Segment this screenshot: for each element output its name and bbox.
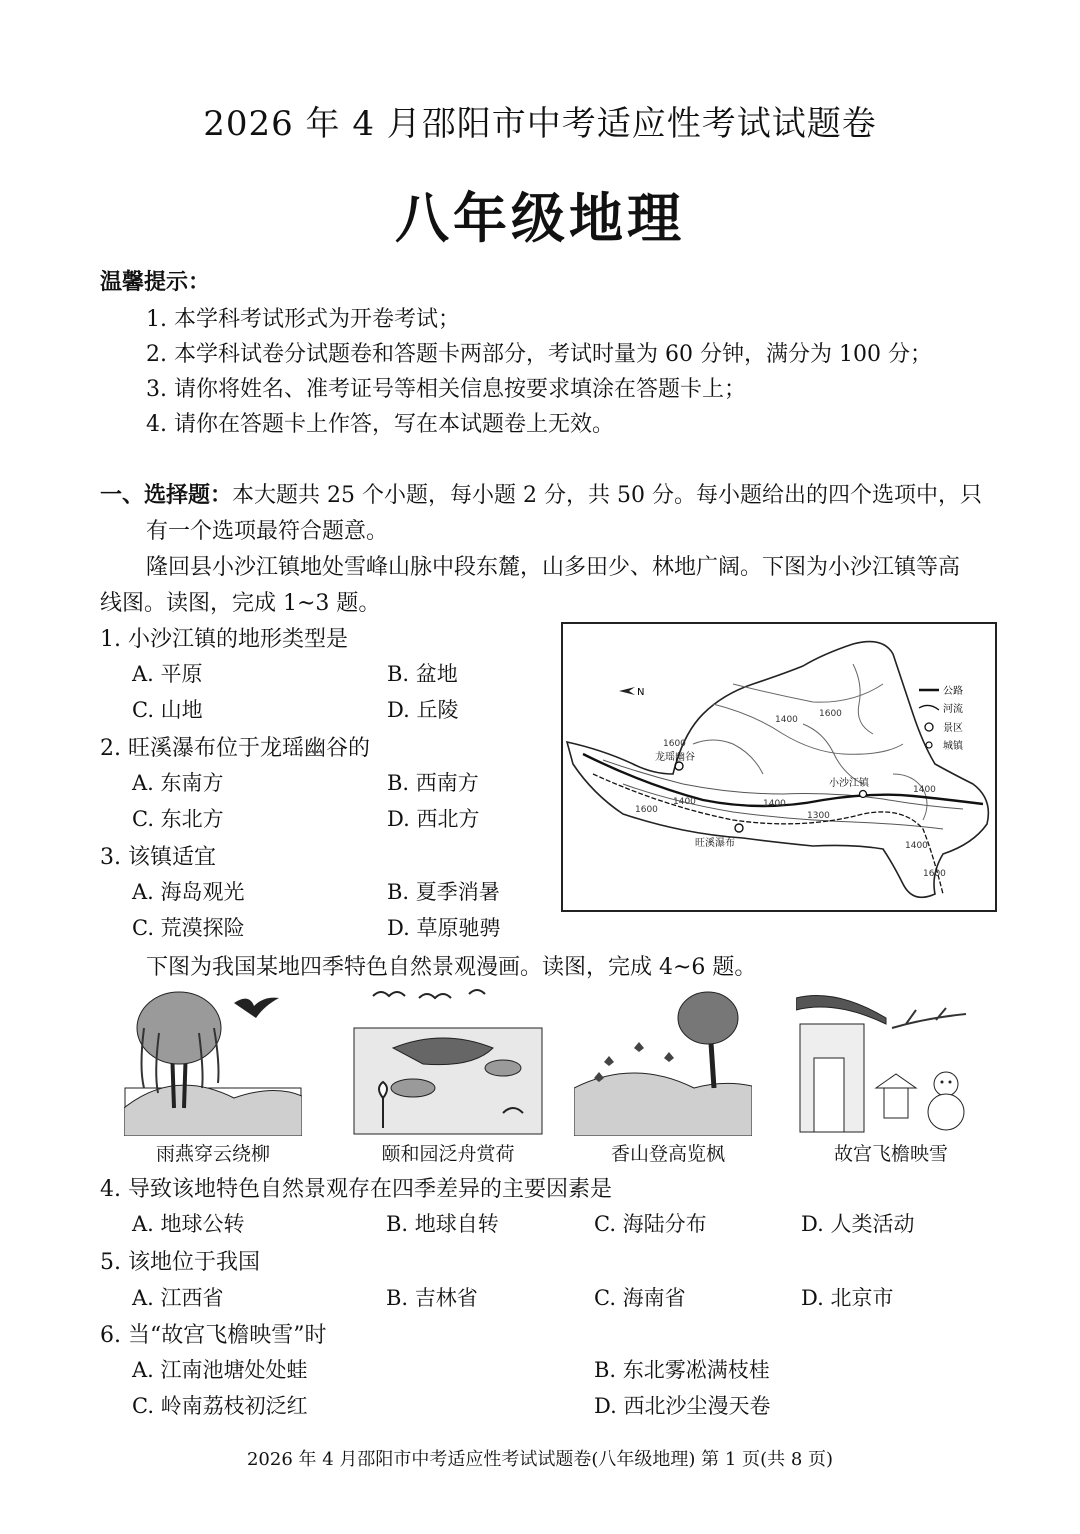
option[interactable]: D. 北京市 <box>801 1286 894 1310</box>
map-legend <box>919 684 964 752</box>
contour-label: 1600 <box>923 869 946 879</box>
swallow-icon <box>234 998 279 1018</box>
legend-label: 城镇 <box>943 741 963 752</box>
option[interactable]: A. 江西省 <box>132 1286 224 1310</box>
cartoon-caption: 雨燕穿云绕柳 <box>155 1143 270 1165</box>
option[interactable]: B. 西南方 <box>387 771 479 795</box>
notice-item: 1. 本学科考试形式为开卷考试； <box>146 307 460 332</box>
cartoon-caption: 颐和园泛舟赏荷 <box>381 1143 515 1165</box>
contour-label: 1600 <box>819 709 842 719</box>
option[interactable]: B. 夏季消暑 <box>387 880 500 904</box>
question-stem: 6. 当“故宫飞檐映雪”时 <box>100 1323 327 1348</box>
scenic-marker-icon <box>735 824 743 832</box>
option[interactable]: C. 岭南荔枝初泛红 <box>132 1394 308 1418</box>
contour-map <box>561 622 997 912</box>
section-intro-cont: 有一个选项最符合题意。 <box>146 519 389 544</box>
question-stem: 4. 导致该地特色自然景观存在四季差异的主要因素是 <box>100 1177 612 1202</box>
option[interactable]: D. 西北沙尘漫天卷 <box>594 1394 771 1418</box>
question-stem: 1. 小沙江镇的地形类型是 <box>100 627 348 652</box>
question-stem: 2. 旺溪瀑布位于龙瑶幽谷的 <box>100 736 370 761</box>
option[interactable]: A. 平原 <box>132 662 203 686</box>
contour-label: 1400 <box>775 715 798 725</box>
cartoon-autumn <box>574 988 752 1136</box>
cartoon-spring <box>124 988 302 1136</box>
option[interactable]: C. 山地 <box>132 698 203 722</box>
notice-item: 4. 请你在答题卡上作答，写在本试题卷上无效。 <box>146 412 614 437</box>
maple-tree-icon <box>678 992 738 1044</box>
option[interactable]: C. 海陆分布 <box>594 1212 707 1236</box>
option[interactable]: B. 吉林省 <box>386 1286 478 1310</box>
option[interactable]: A. 东南方 <box>132 771 224 795</box>
option[interactable]: A. 海岛观光 <box>132 880 245 904</box>
option[interactable]: B. 地球自转 <box>386 1212 499 1236</box>
place-label: 龙瑶幽谷 <box>655 752 695 763</box>
notice-item: 3. 请你将姓名、准考证号等相关信息按要求填涂在答题卡上； <box>146 377 746 402</box>
page-footer: 2026 年 4 月邵阳市中考适应性考试试题卷(八年级地理) 第 1 页(共 8 页) <box>246 1449 834 1470</box>
notice-label: 温馨提示： <box>100 269 211 295</box>
legend-label: 河流 <box>943 704 963 715</box>
place-label: 旺溪瀑布 <box>695 838 735 849</box>
contour-label: 1400 <box>673 797 696 807</box>
exam-title: 2026 年 4 月邵阳市中考适应性考试试题卷 <box>203 104 877 144</box>
question-stem: 5. 该地位于我国 <box>100 1250 260 1275</box>
passage-line: 线图。读图，完成 1~3 题。 <box>100 591 381 616</box>
passage-line: 隆回县小沙江镇地处雪峰山脉中段东麓，山多田少、林地广阔。下图为小沙江镇等高 <box>146 555 961 580</box>
contour-label: 1400 <box>913 785 936 795</box>
passage-line: 下图为我国某地四季特色自然景观漫画。读图，完成 4~6 题。 <box>146 955 757 980</box>
cartoon-summer <box>353 988 531 1136</box>
north-arrow-icon <box>619 687 644 698</box>
cartoon-caption: 故宫飞檐映雪 <box>833 1143 948 1165</box>
section-heading <box>100 478 982 509</box>
subject-title: 八年级地理 <box>395 186 685 250</box>
town-marker-icon <box>860 791 867 798</box>
contour-label: 1400 <box>905 841 928 851</box>
option[interactable]: C. 东北方 <box>132 807 224 831</box>
option[interactable]: B. 盆地 <box>387 662 458 686</box>
option[interactable]: D. 人类活动 <box>801 1212 915 1236</box>
north-label: N <box>637 687 645 698</box>
option[interactable]: D. 丘陵 <box>387 698 459 722</box>
town-legend-icon <box>926 742 932 748</box>
cartoon-caption: 香山登高览枫 <box>610 1143 725 1165</box>
place-label: 小沙江镇 <box>829 778 869 789</box>
option[interactable]: A. 江南池塘处处蛙 <box>132 1358 308 1382</box>
notice-item: 2. 本学科试卷分试题卷和答题卡两部分，考试时量为 60 分钟，满分为 100 分； <box>146 342 932 367</box>
question-stem: 3. 该镇适宜 <box>100 845 216 870</box>
option[interactable]: C. 荒漠探险 <box>132 916 245 940</box>
contour-map-drawing <box>563 624 995 910</box>
contour-label: 1300 <box>807 811 830 821</box>
scenic-marker-icon <box>675 762 683 770</box>
option[interactable]: D. 草原驰骋 <box>387 916 501 940</box>
contour-label: 1600 <box>663 739 686 749</box>
option[interactable]: B. 东北雾凇满枝桂 <box>594 1358 770 1382</box>
option[interactable]: C. 海南省 <box>594 1286 686 1310</box>
section-label: 一、选择题： <box>100 482 233 508</box>
legend-label: 景区 <box>943 723 963 734</box>
option[interactable]: D. 西北方 <box>387 807 480 831</box>
palace-roof-icon <box>796 996 886 1025</box>
legend-label: 公路 <box>943 686 963 697</box>
scenic-legend-icon <box>925 723 933 731</box>
contour-label: 1400 <box>763 799 786 809</box>
option[interactable]: A. 地球公转 <box>132 1212 245 1236</box>
contour-label: 1600 <box>635 805 658 815</box>
section-intro: 本大题共 25 个小题，每小题 2 分，共 50 分。每小题给出的四个选项中，只 <box>232 483 982 508</box>
snowman-icon <box>934 1072 958 1096</box>
cartoon-winter <box>796 988 974 1136</box>
